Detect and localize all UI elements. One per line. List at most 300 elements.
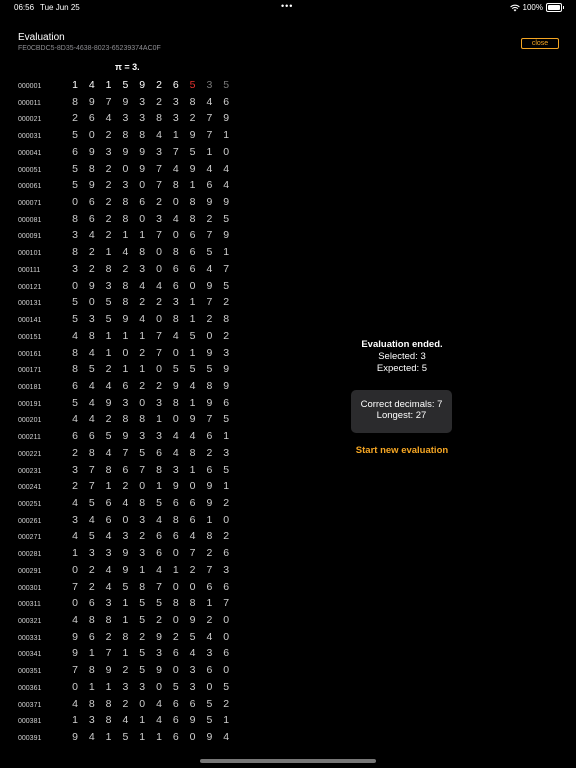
row-label: 000071 bbox=[18, 200, 42, 208]
digit-cell: 4 bbox=[139, 279, 146, 292]
digit-cell: 8 bbox=[206, 379, 213, 392]
digit-cell: 1 bbox=[105, 731, 112, 744]
digit-cell: 1 bbox=[105, 346, 112, 359]
digit-cell: 8 bbox=[88, 614, 95, 627]
digit-cell: 9 bbox=[72, 731, 78, 744]
stats-longest: Longest: 27 bbox=[376, 410, 427, 421]
digit-cell: 4 bbox=[223, 731, 230, 744]
digit-cell: 3 bbox=[122, 396, 129, 409]
digit-row bbox=[18, 731, 258, 747]
digit-cell: 7 bbox=[156, 179, 162, 192]
digit-cell: 2 bbox=[105, 363, 112, 376]
digit-cell: 2 bbox=[105, 179, 112, 192]
digit-cell: 2 bbox=[139, 296, 146, 309]
digit-cell: 3 bbox=[223, 446, 230, 459]
digit-cell: 1 bbox=[122, 647, 129, 660]
evaluation-id: FE0CBDC5-8D35-4638-8023-65239374AC0F bbox=[18, 45, 161, 52]
digit-cell: 6 bbox=[172, 79, 179, 91]
digit-cell: 7 bbox=[156, 580, 162, 593]
digit-cell: 5 bbox=[206, 246, 213, 259]
digit-row bbox=[18, 647, 258, 663]
digit-cell: 7 bbox=[206, 112, 213, 125]
digit-cell: 3 bbox=[139, 513, 146, 526]
digit-row bbox=[18, 497, 258, 513]
digit-cell: 3 bbox=[105, 279, 112, 292]
digit-cell: 7 bbox=[206, 296, 213, 309]
digit-cell: 8 bbox=[105, 262, 112, 275]
multitask-dots-icon[interactable]: ••• bbox=[281, 1, 294, 11]
digit-cell: 7 bbox=[156, 162, 162, 175]
digit-cell: 9 bbox=[189, 714, 196, 727]
digit-cell: 1 bbox=[189, 296, 196, 309]
digit-cell: 2 bbox=[105, 129, 112, 142]
digit-cell: 6 bbox=[105, 513, 112, 526]
digit-cell: 8 bbox=[189, 95, 196, 108]
digit-cell: 9 bbox=[156, 630, 162, 643]
battery-percent: 100% bbox=[522, 3, 543, 12]
digit-cell: 5 bbox=[223, 463, 230, 476]
digit-cell: 9 bbox=[105, 396, 112, 409]
digit-cell: 0 bbox=[206, 680, 213, 693]
digit-cell: 2 bbox=[223, 497, 230, 509]
digit-cell: 3 bbox=[72, 262, 78, 275]
digit-cell: 4 bbox=[172, 446, 179, 459]
digit-cell: 1 bbox=[122, 363, 129, 376]
digit-cell: 3 bbox=[172, 95, 179, 108]
status-time: 06:56 bbox=[14, 3, 35, 12]
digit-cell: 1 bbox=[139, 329, 146, 342]
digit-cell: 3 bbox=[139, 547, 146, 560]
status-date: Tue Jun 25 bbox=[40, 3, 80, 12]
digit-row bbox=[18, 530, 258, 546]
digit-row bbox=[18, 581, 258, 597]
digit-cell: 9 bbox=[172, 480, 179, 493]
digit-cell: 1 bbox=[206, 597, 213, 610]
digit-cell: 4 bbox=[72, 413, 78, 426]
row-label: 000301 bbox=[18, 584, 42, 592]
digit-cell: 2 bbox=[206, 547, 213, 560]
digit-cell: 1 bbox=[88, 647, 95, 660]
digit-cell: 0 bbox=[172, 614, 179, 627]
digit-cell: 5 bbox=[156, 497, 162, 509]
digit-cell: 6 bbox=[156, 446, 162, 459]
digit-cell: 1 bbox=[122, 229, 129, 242]
digit-cell: 9 bbox=[223, 112, 230, 125]
battery-icon bbox=[546, 3, 562, 12]
digit-cell: 8 bbox=[139, 580, 146, 593]
digit-cell: 2 bbox=[88, 563, 95, 576]
row-label: 000351 bbox=[18, 668, 42, 676]
digit-cell: 6 bbox=[189, 497, 196, 509]
digit-cell: 3 bbox=[139, 95, 146, 108]
digit-cell: 3 bbox=[105, 547, 112, 560]
close-button[interactable]: close bbox=[521, 38, 559, 49]
digit-cell: 1 bbox=[88, 680, 95, 693]
stats-correct: Correct decimals: 7 bbox=[360, 399, 443, 410]
digit-cell: 9 bbox=[105, 664, 112, 677]
row-label: 000381 bbox=[18, 718, 42, 726]
digit-cell: 6 bbox=[223, 396, 230, 409]
digit-cell: 2 bbox=[206, 212, 213, 225]
digit-cell: 6 bbox=[72, 145, 78, 158]
digit-cell: 4 bbox=[156, 279, 162, 292]
battery-tip bbox=[563, 6, 564, 9]
digit-cell: 1 bbox=[122, 597, 129, 610]
digit-cell: 8 bbox=[122, 413, 129, 426]
digit-cell: 9 bbox=[139, 162, 146, 175]
digit-cell: 4 bbox=[189, 647, 196, 660]
digit-cell: 0 bbox=[223, 513, 230, 526]
digit-cell: 0 bbox=[72, 680, 78, 693]
digit-cell: 3 bbox=[172, 296, 179, 309]
row-label: 000371 bbox=[18, 701, 42, 709]
digit-row bbox=[18, 96, 258, 112]
digit-cell: 9 bbox=[122, 563, 129, 576]
digit-cell: 6 bbox=[189, 246, 196, 259]
digit-cell: 5 bbox=[72, 162, 78, 175]
digit-cell: 4 bbox=[105, 446, 112, 459]
digit-cell: 5 bbox=[72, 313, 78, 326]
digit-cell: 1 bbox=[223, 714, 230, 727]
row-label: 000361 bbox=[18, 684, 42, 692]
digit-cell: 2 bbox=[223, 530, 230, 543]
digit-cell: 8 bbox=[105, 463, 112, 476]
digit-cell: 1 bbox=[139, 563, 146, 576]
digit-cell: 5 bbox=[139, 597, 146, 610]
start-new-evaluation-button[interactable]: Start new evaluation bbox=[355, 445, 449, 456]
digit-cell: 2 bbox=[122, 697, 129, 710]
digit-cell: 9 bbox=[189, 614, 196, 627]
digit-cell: 4 bbox=[139, 313, 146, 326]
digit-cell: 2 bbox=[223, 296, 230, 309]
digit-row bbox=[18, 631, 258, 647]
digit-cell: 5 bbox=[223, 212, 230, 225]
digit-cell: 9 bbox=[88, 145, 95, 158]
digit-row bbox=[18, 397, 258, 413]
digit-cell: 4 bbox=[122, 246, 129, 259]
digit-cell: 4 bbox=[206, 262, 213, 275]
digit-cell: 1 bbox=[105, 246, 112, 259]
digit-cell: 6 bbox=[223, 547, 230, 560]
digit-cell: 5 bbox=[206, 714, 213, 727]
digit-cell: 7 bbox=[206, 563, 213, 576]
row-label: 000261 bbox=[18, 517, 42, 525]
digit-cell: 2 bbox=[105, 229, 112, 242]
digit-cell: 1 bbox=[156, 413, 162, 426]
digit-cell: 9 bbox=[189, 162, 196, 175]
digit-cell: 1 bbox=[206, 145, 213, 158]
digit-cell: 2 bbox=[105, 413, 112, 426]
digit-cell: 8 bbox=[223, 313, 230, 326]
digit-cell: 1 bbox=[105, 680, 112, 693]
digit-cell: 4 bbox=[72, 530, 78, 543]
digit-cell: 3 bbox=[189, 680, 196, 693]
digit-cell: 3 bbox=[72, 463, 78, 476]
digit-row bbox=[18, 480, 258, 496]
digit-row bbox=[18, 79, 258, 95]
digit-cell: 4 bbox=[206, 630, 213, 643]
digit-cell: 7 bbox=[206, 413, 213, 426]
digit-cell: 0 bbox=[189, 279, 196, 292]
digit-cell: 6 bbox=[172, 647, 179, 660]
digit-cell: 4 bbox=[72, 697, 78, 710]
digit-cell: 0 bbox=[72, 279, 78, 292]
status-bar bbox=[0, 0, 576, 16]
digit-row bbox=[18, 413, 258, 429]
digit-cell: 1 bbox=[105, 79, 112, 91]
row-label: 000241 bbox=[18, 484, 42, 492]
digit-row bbox=[18, 714, 258, 730]
digit-cell: 1 bbox=[189, 179, 196, 192]
digit-cell: 6 bbox=[122, 463, 129, 476]
digit-row bbox=[18, 146, 258, 162]
digit-cell: 6 bbox=[139, 196, 146, 209]
row-label: 000201 bbox=[18, 417, 42, 425]
digit-cell: 3 bbox=[72, 513, 78, 526]
digit-cell: 9 bbox=[172, 379, 179, 392]
digit-cell: 3 bbox=[105, 597, 112, 610]
digit-cell: 7 bbox=[223, 597, 230, 610]
battery-fill bbox=[548, 5, 560, 10]
digit-cell: 3 bbox=[88, 313, 95, 326]
digit-cell: 9 bbox=[122, 95, 129, 108]
digit-cell: 0 bbox=[172, 229, 179, 242]
digit-cell: 3 bbox=[122, 680, 129, 693]
digit-cell: 3 bbox=[172, 112, 179, 125]
digit-cell: 6 bbox=[88, 430, 95, 443]
digit-row bbox=[18, 698, 258, 714]
result-selected: Selected: 3 bbox=[378, 351, 426, 362]
row-label: 000051 bbox=[18, 166, 42, 174]
digit-cell: 9 bbox=[223, 196, 230, 209]
row-label: 000021 bbox=[18, 116, 42, 124]
digit-row bbox=[18, 213, 258, 229]
digit-cell: 9 bbox=[223, 363, 230, 376]
digit-row bbox=[18, 263, 258, 279]
digit-cell: 8 bbox=[189, 597, 196, 610]
digit-row bbox=[18, 664, 258, 680]
digit-cell: 7 bbox=[88, 463, 95, 476]
digit-cell: 1 bbox=[172, 563, 179, 576]
digit-cell: 4 bbox=[122, 714, 129, 727]
row-label: 000091 bbox=[18, 233, 42, 241]
digit-cell: 6 bbox=[206, 463, 213, 476]
digit-cell: 3 bbox=[139, 430, 146, 443]
digit-cell: 8 bbox=[172, 513, 179, 526]
digit-cell: 1 bbox=[105, 480, 112, 493]
digit-cell: 4 bbox=[223, 179, 230, 192]
digit-cell: 2 bbox=[156, 196, 162, 209]
digit-cell: 3 bbox=[206, 647, 213, 660]
digit-cell: 5 bbox=[172, 680, 179, 693]
digit-cell: 8 bbox=[206, 530, 213, 543]
digit-cell: 9 bbox=[206, 396, 213, 409]
digit-cell: 0 bbox=[156, 246, 162, 259]
digit-cell: 9 bbox=[88, 179, 95, 192]
digit-cell: 6 bbox=[172, 697, 179, 710]
digit-cell: 6 bbox=[88, 112, 95, 125]
digit-cell: 5 bbox=[189, 145, 196, 158]
digit-cell: 2 bbox=[206, 313, 213, 326]
digit-cell: 4 bbox=[88, 229, 95, 242]
row-label: 000321 bbox=[18, 618, 42, 626]
digit-cell: 4 bbox=[206, 162, 213, 175]
digit-cell: 9 bbox=[122, 430, 129, 443]
digit-cell: 2 bbox=[88, 246, 95, 259]
digit-cell: 6 bbox=[223, 647, 230, 660]
digit-cell: 6 bbox=[156, 547, 162, 560]
digit-row bbox=[18, 330, 258, 346]
digit-cell: 0 bbox=[139, 179, 146, 192]
digit-cell: 6 bbox=[88, 597, 95, 610]
digit-cell: 9 bbox=[139, 145, 146, 158]
digit-cell: 0 bbox=[72, 597, 78, 610]
digit-cell: 8 bbox=[105, 614, 112, 627]
digit-cell: 3 bbox=[156, 145, 162, 158]
digit-cell: 0 bbox=[139, 396, 146, 409]
digit-cell: 9 bbox=[156, 664, 162, 677]
digit-cell: 8 bbox=[172, 313, 179, 326]
digit-cell: 1 bbox=[223, 430, 230, 443]
digit-cell: 8 bbox=[139, 246, 146, 259]
digit-cell: 3 bbox=[223, 563, 230, 576]
digit-cell: 6 bbox=[156, 530, 162, 543]
digit-cell: 7 bbox=[88, 480, 95, 493]
digit-cell: 3 bbox=[156, 212, 162, 225]
digit-cell: 3 bbox=[88, 714, 95, 727]
page-title: Evaluation bbox=[18, 32, 65, 43]
result-summary bbox=[330, 339, 474, 374]
row-label: 000111 bbox=[18, 266, 41, 274]
digit-cell: 2 bbox=[88, 580, 95, 593]
digit-cell: 4 bbox=[172, 430, 179, 443]
digit-cell: 5 bbox=[105, 313, 112, 326]
digit-cell: 4 bbox=[88, 731, 95, 744]
digit-cell: 3 bbox=[172, 463, 179, 476]
digit-cell: 8 bbox=[189, 212, 196, 225]
digit-cell: 2 bbox=[72, 446, 78, 459]
digit-cell: 5 bbox=[189, 630, 196, 643]
digit-cell: 4 bbox=[122, 497, 129, 509]
digit-cell: 2 bbox=[105, 162, 112, 175]
digit-cell: 2 bbox=[156, 614, 162, 627]
digit-cell: 9 bbox=[206, 497, 213, 509]
digit-cell: 4 bbox=[156, 697, 162, 710]
digit-cell: 1 bbox=[189, 313, 196, 326]
digit-cell: 6 bbox=[72, 379, 78, 392]
digit-row bbox=[18, 280, 258, 296]
digit-cell: 0 bbox=[172, 580, 179, 593]
digit-cell: 0 bbox=[122, 513, 129, 526]
row-label: 000031 bbox=[18, 133, 42, 141]
digit-cell: 0 bbox=[189, 580, 196, 593]
digit-row bbox=[18, 363, 258, 379]
digit-row bbox=[18, 196, 258, 212]
digit-cell: 8 bbox=[122, 212, 129, 225]
digit-cell: 8 bbox=[88, 329, 95, 342]
digit-cell: 0 bbox=[172, 346, 179, 359]
row-label: 000181 bbox=[18, 383, 42, 391]
row-label: 000061 bbox=[18, 183, 42, 191]
row-label: 000101 bbox=[18, 250, 42, 258]
row-label: 000131 bbox=[18, 300, 42, 308]
digit-cell: 2 bbox=[122, 480, 129, 493]
digit-cell: 8 bbox=[122, 630, 129, 643]
digit-cell: 5 bbox=[172, 363, 179, 376]
digit-cell: 5 bbox=[223, 413, 230, 426]
digit-cell: 9 bbox=[206, 480, 213, 493]
home-indicator[interactable] bbox=[200, 759, 376, 763]
digit-cell: 3 bbox=[223, 346, 230, 359]
row-label: 000151 bbox=[18, 333, 42, 341]
digit-cell: 5 bbox=[88, 497, 95, 509]
digit-row bbox=[18, 464, 258, 480]
digit-cell: 4 bbox=[105, 112, 112, 125]
digit-cell: 1 bbox=[156, 731, 162, 744]
digit-cell: 8 bbox=[122, 296, 129, 309]
digit-cell: 1 bbox=[72, 79, 78, 91]
digit-cell: 6 bbox=[206, 179, 213, 192]
digit-cell: 9 bbox=[122, 547, 129, 560]
digit-cell: 1 bbox=[189, 396, 196, 409]
digit-cell: 2 bbox=[139, 346, 146, 359]
digit-cell: 8 bbox=[139, 129, 146, 142]
digit-cell: 5 bbox=[189, 329, 196, 342]
row-label: 000271 bbox=[18, 534, 42, 542]
digit-cell: 2 bbox=[105, 196, 112, 209]
digit-cell: 9 bbox=[223, 379, 230, 392]
digit-cell: 8 bbox=[72, 363, 78, 376]
digit-cell: 0 bbox=[223, 664, 230, 677]
digit-cell: 8 bbox=[122, 129, 129, 142]
digit-cell: 1 bbox=[189, 463, 196, 476]
digit-cell: 4 bbox=[223, 162, 230, 175]
digit-cell: 5 bbox=[223, 79, 230, 91]
digit-cell: 7 bbox=[122, 446, 129, 459]
digit-cell: 7 bbox=[72, 664, 78, 677]
row-label: 000331 bbox=[18, 634, 42, 642]
digit-cell: 4 bbox=[206, 95, 213, 108]
digit-cell: 8 bbox=[88, 162, 95, 175]
row-label: 000311 bbox=[18, 601, 41, 609]
digit-cell: 4 bbox=[105, 563, 112, 576]
digit-row bbox=[18, 514, 258, 530]
digit-cell: 7 bbox=[172, 145, 179, 158]
digit-row bbox=[18, 179, 258, 195]
digit-cell: 5 bbox=[72, 179, 78, 192]
digit-row bbox=[18, 447, 258, 463]
digit-cell: 5 bbox=[122, 580, 129, 593]
digit-cell: 3 bbox=[139, 262, 146, 275]
digit-cell: 7 bbox=[105, 95, 112, 108]
digit-cell: 8 bbox=[88, 697, 95, 710]
digit-cell: 8 bbox=[172, 179, 179, 192]
digit-cell: 1 bbox=[139, 363, 146, 376]
digit-cell: 6 bbox=[105, 497, 112, 509]
digit-cell: 8 bbox=[72, 346, 78, 359]
digit-cell: 1 bbox=[206, 513, 213, 526]
digit-cell: 3 bbox=[105, 145, 112, 158]
digit-cell: 4 bbox=[156, 129, 162, 142]
digit-cell: 2 bbox=[105, 212, 112, 225]
digit-cell: 9 bbox=[72, 647, 78, 660]
digit-cell: 6 bbox=[122, 379, 129, 392]
digit-cell: 4 bbox=[189, 530, 196, 543]
digit-cell: 5 bbox=[139, 664, 146, 677]
digit-cell: 4 bbox=[72, 497, 78, 509]
digit-cell: 4 bbox=[105, 379, 112, 392]
digit-cell: 5 bbox=[223, 279, 230, 292]
